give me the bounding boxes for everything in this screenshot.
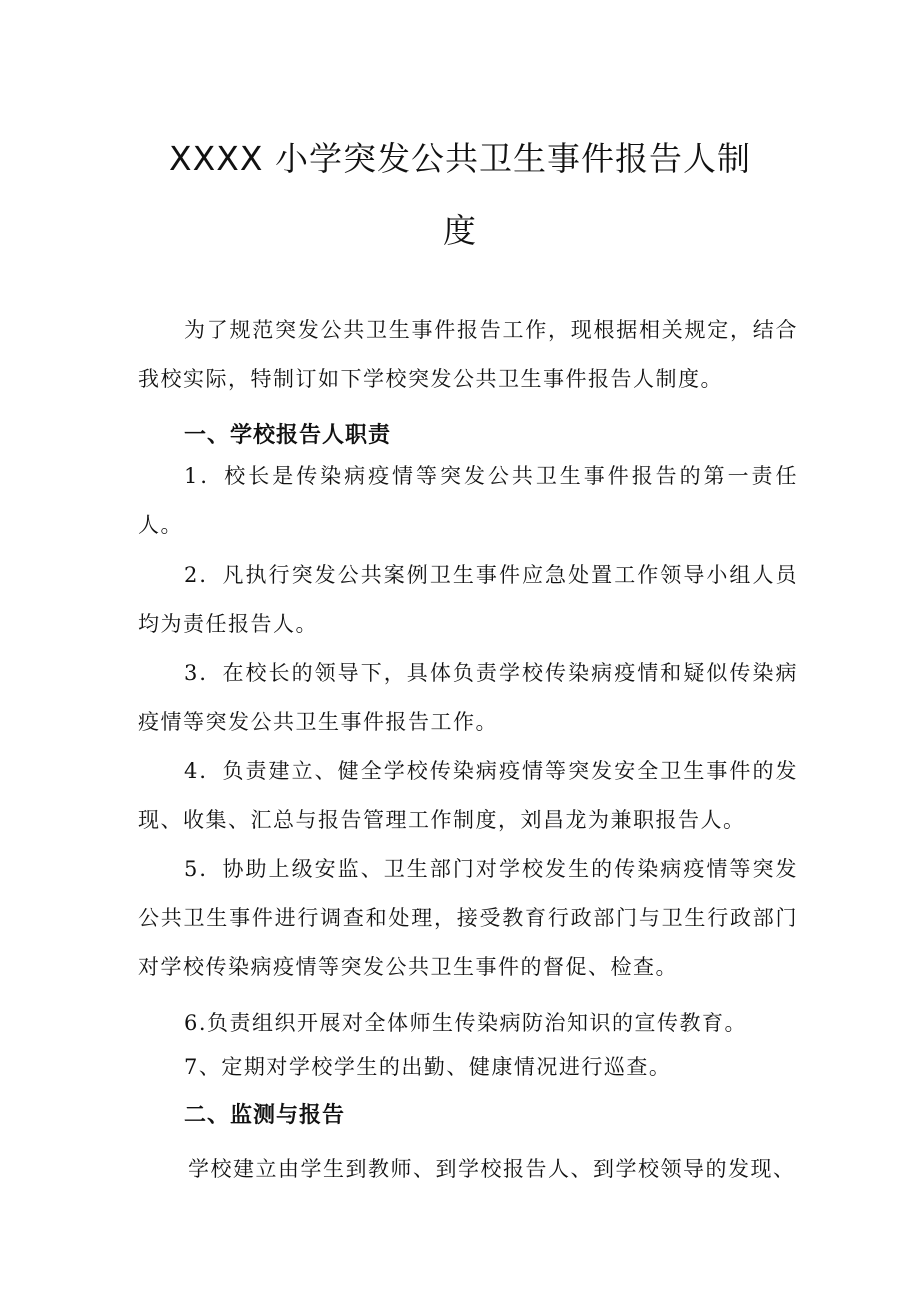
section-2-paragraph: 学校建立由学生到教师、到学校报告人、到学校领导的发现、 xyxy=(188,1157,796,1181)
section-1-item-3: 3．在校长的领导下，具体负责学校传染病疫情和疑似传染病疫情等突发公共卫生事件报告工作。 xyxy=(138,661,798,734)
section-1-item-7: 7、定期对学校学生的出勤、健康情况进行巡查。 xyxy=(184,1055,672,1079)
document-title-line-1: XXXX 小学突发公共卫生事件报告人制 xyxy=(169,139,751,178)
document-title-line-2: 度 xyxy=(443,211,477,250)
section-1-item-2: 2．凡执行突发公共案例卫生事件应急处置工作领导小组人员均为责任报告人。 xyxy=(138,563,798,636)
section-1-item-5: 5．协助上级安监、卫生部门对学校发生的传染病疫情等突发公共卫生事件进行调查和处理，接受教育行政部门与卫生行政部门对学校传染病疫情等突发公共卫生事件的督促、检查。 xyxy=(138,857,798,979)
section-1-item-6: 6.负责组织开展对全体师生传染病防治知识的宣传教育。 xyxy=(184,1011,748,1035)
section-1-item-1: 1．校长是传染病疫情等突发公共卫生事件报告的第一责任人。 xyxy=(138,464,798,537)
section-1-item-4: 4．负责建立、健全学校传染病疫情等突发安全卫生事件的发现、收集、汇总与报告管理工作制度，刘昌龙为兼职报告人。 xyxy=(138,759,798,832)
section-2-heading: 二、监测与报告 xyxy=(184,1103,346,1128)
section-1-heading: 一、学校报告人职责 xyxy=(184,423,392,448)
intro-paragraph: 为了规范突发公共卫生事件报告工作，现根据相关规定，结合我校实际，特制订如下学校突发公共卫生事件报告人制度。 xyxy=(138,318,798,391)
